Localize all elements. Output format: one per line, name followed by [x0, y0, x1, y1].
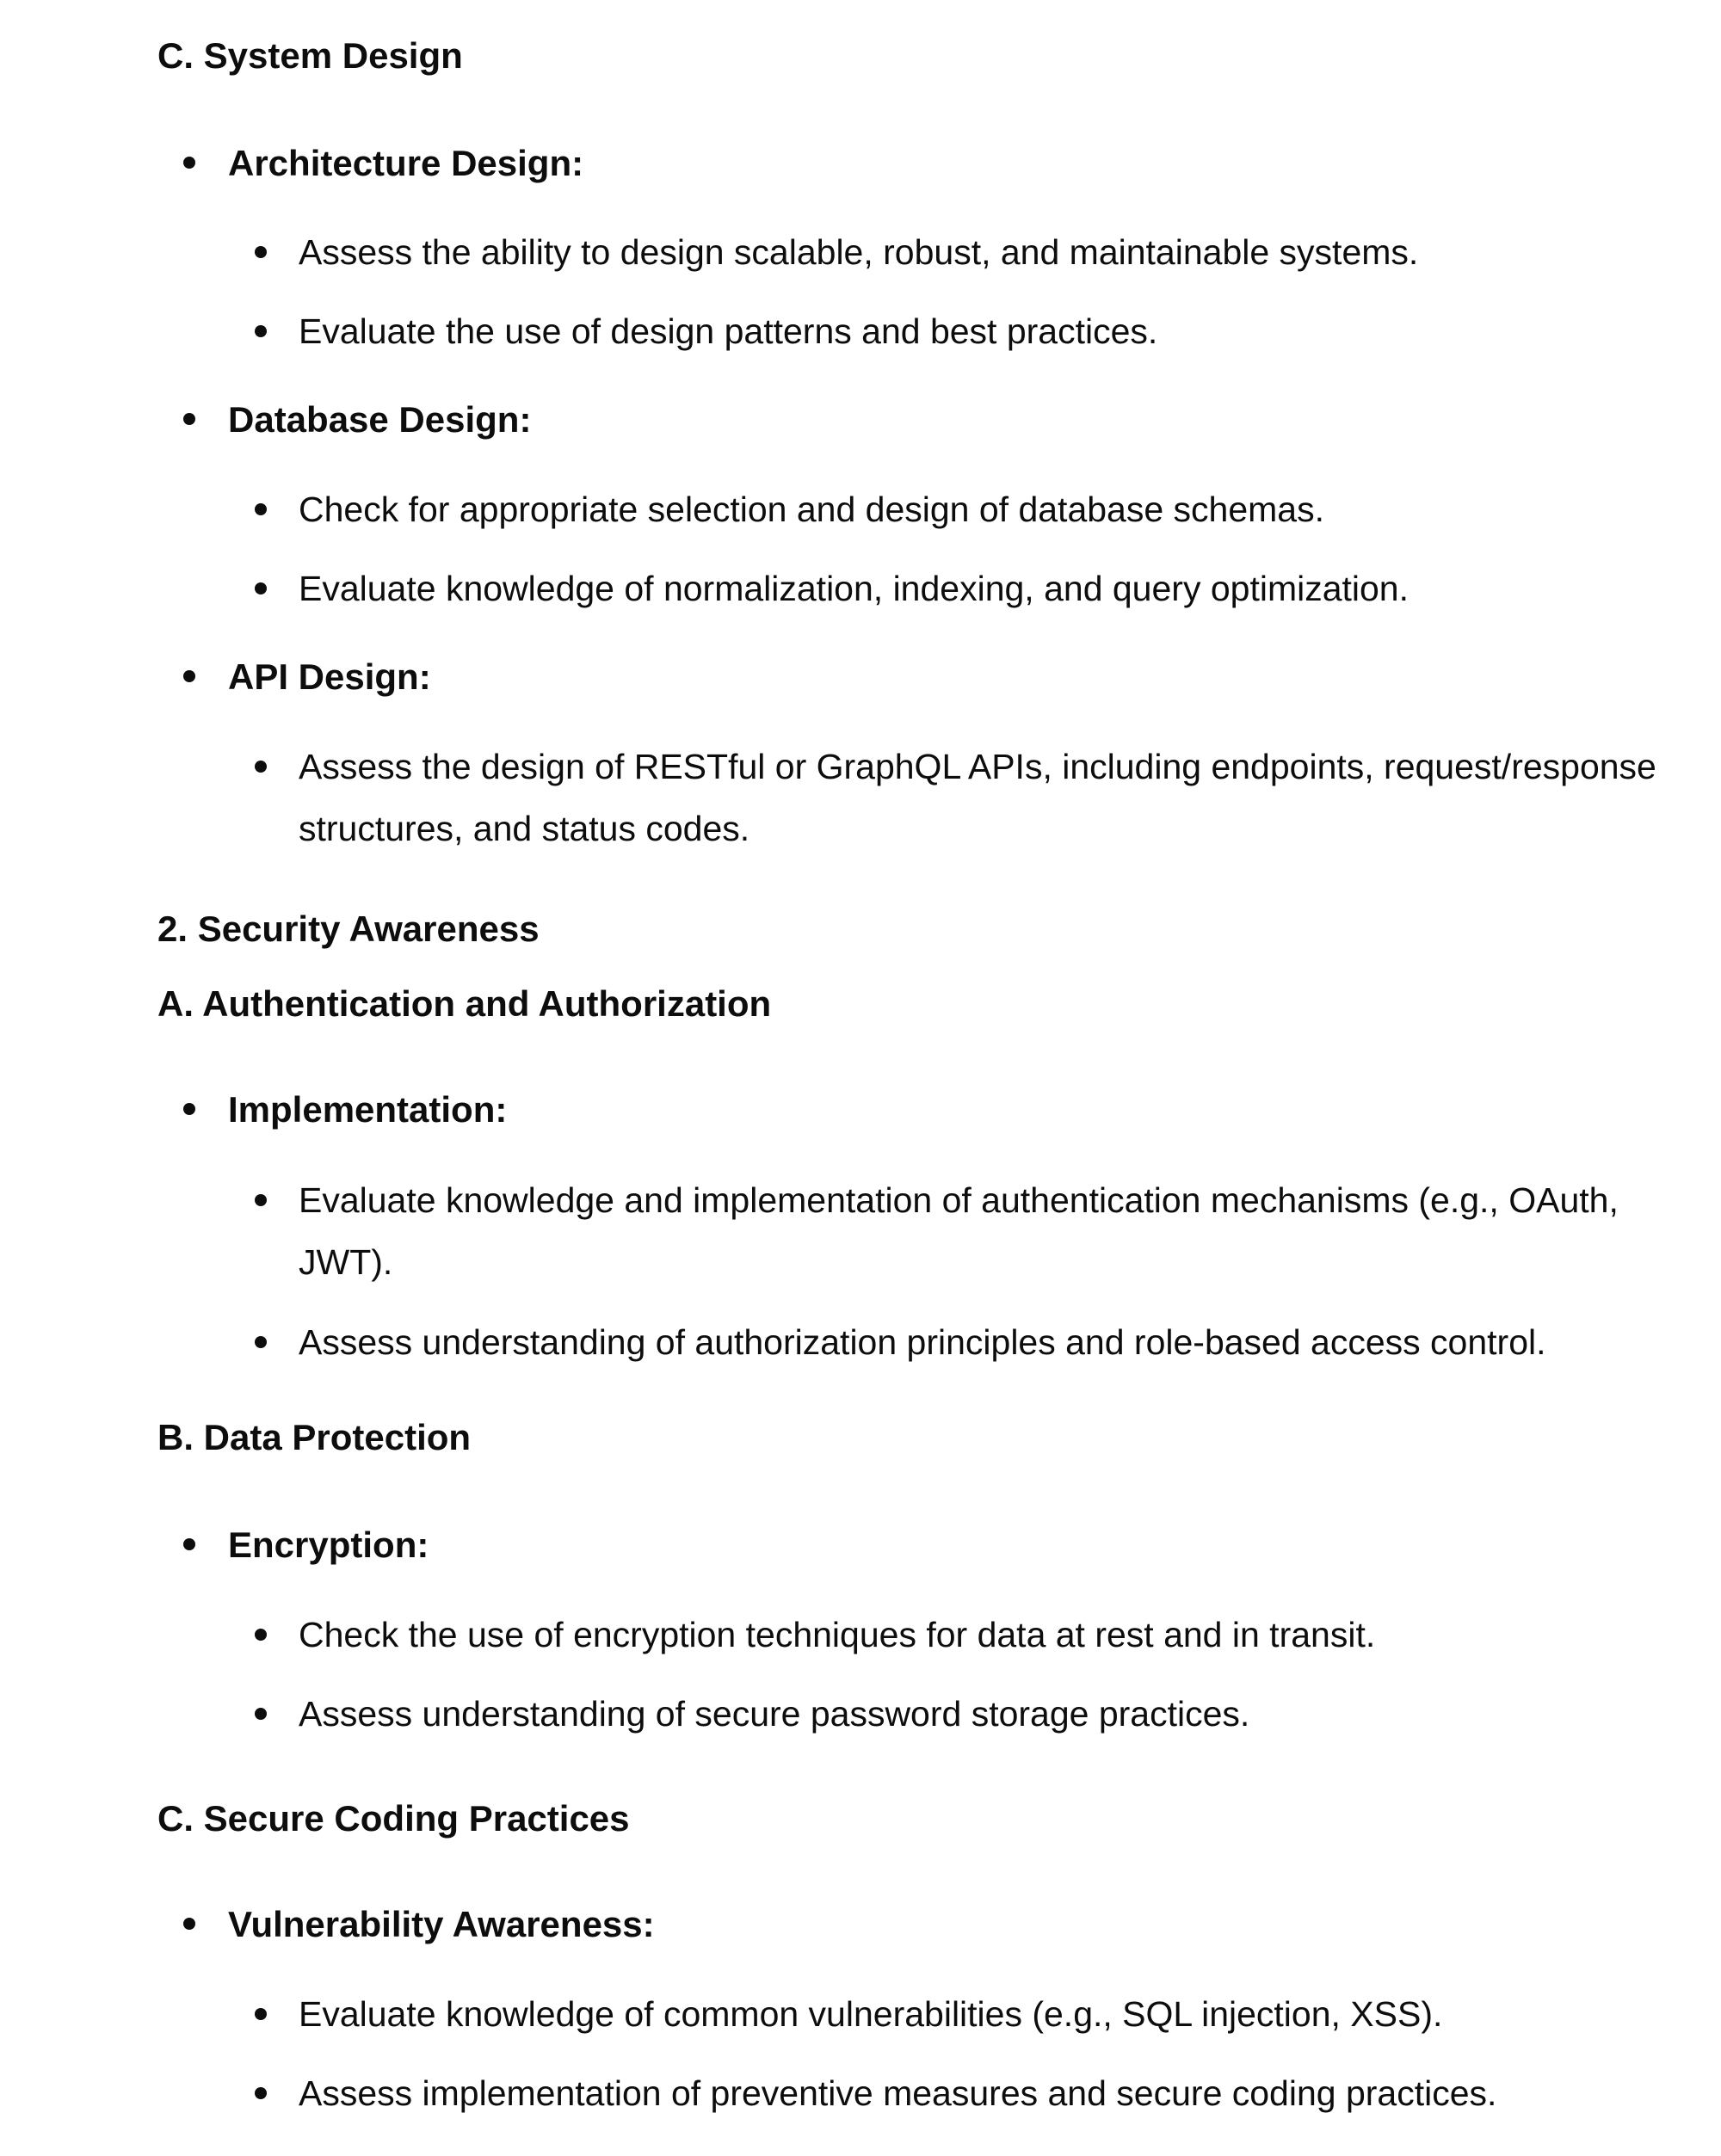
- list-item: Assess understanding of authorization principles and role-based access control.: [299, 1322, 1546, 1362]
- bullet: [255, 246, 267, 258]
- list-item: Check for appropriate selection and design of database schemas.: [299, 490, 1325, 529]
- subheading-architecture-design: Architecture Design:: [228, 143, 584, 183]
- bullet: [255, 1708, 267, 1720]
- list-item: Assess the ability to design scalable, robust, and maintainable systems.: [299, 232, 1419, 272]
- list-item: Evaluate knowledge of normalization, indexing, and query optimization.: [299, 569, 1409, 608]
- bullet: [183, 157, 195, 169]
- list-item: Evaluate the use of design patterns and best practices.: [299, 311, 1158, 351]
- subheading-api-design: API Design:: [228, 656, 431, 697]
- bullet: [183, 1918, 195, 1930]
- bullet: [255, 1194, 267, 1206]
- bullet: [255, 582, 267, 594]
- bullet: [183, 1538, 195, 1550]
- list-item: Assess understanding of secure password storage practices.: [299, 1694, 1250, 1734]
- bullet: [255, 761, 267, 773]
- bullet: [255, 2087, 267, 2099]
- bullet: [255, 503, 267, 515]
- list-item: Assess implementation of preventive measures and secure coding practices.: [299, 2073, 1497, 2113]
- subheading-implementation: Implementation:: [228, 1089, 508, 1130]
- list-item-continuation: structures, and status codes.: [299, 809, 750, 848]
- bullet: [183, 413, 195, 425]
- bullet: [255, 325, 267, 337]
- bullet: [255, 1629, 267, 1641]
- list-item: Evaluate knowledge of common vulnerabilities (e.g., SQL injection, XSS).: [299, 1994, 1443, 2034]
- heading-security-awareness: 2. Security Awareness: [157, 909, 540, 949]
- heading-data-protection: B. Data Protection: [157, 1417, 472, 1457]
- subheading-encryption: Encryption:: [228, 1525, 429, 1565]
- subheading-vulnerability-awareness: Vulnerability Awareness:: [228, 1904, 655, 1944]
- list-item-continuation: JWT).: [299, 1242, 393, 1282]
- heading-secure-coding-practices: C. Secure Coding Practices: [157, 1798, 630, 1839]
- list-item: Evaluate knowledge and implementation of authentication mechanisms (e.g., OAuth,: [299, 1180, 1619, 1220]
- bullet: [183, 1103, 195, 1115]
- heading-authentication-authorization: A. Authentication and Authorization: [157, 983, 772, 1024]
- bullet: [255, 1336, 267, 1348]
- list-item: Check the use of encryption techniques for data at rest and in transit.: [299, 1615, 1376, 1654]
- list-item: Assess the design of RESTful or GraphQL APIs, including endpoints, request/response: [299, 747, 1656, 786]
- bullet: [255, 2008, 267, 2020]
- bullet: [183, 670, 195, 682]
- heading-system-design: C. System Design: [157, 35, 463, 76]
- subheading-database-design: Database Design:: [228, 399, 532, 440]
